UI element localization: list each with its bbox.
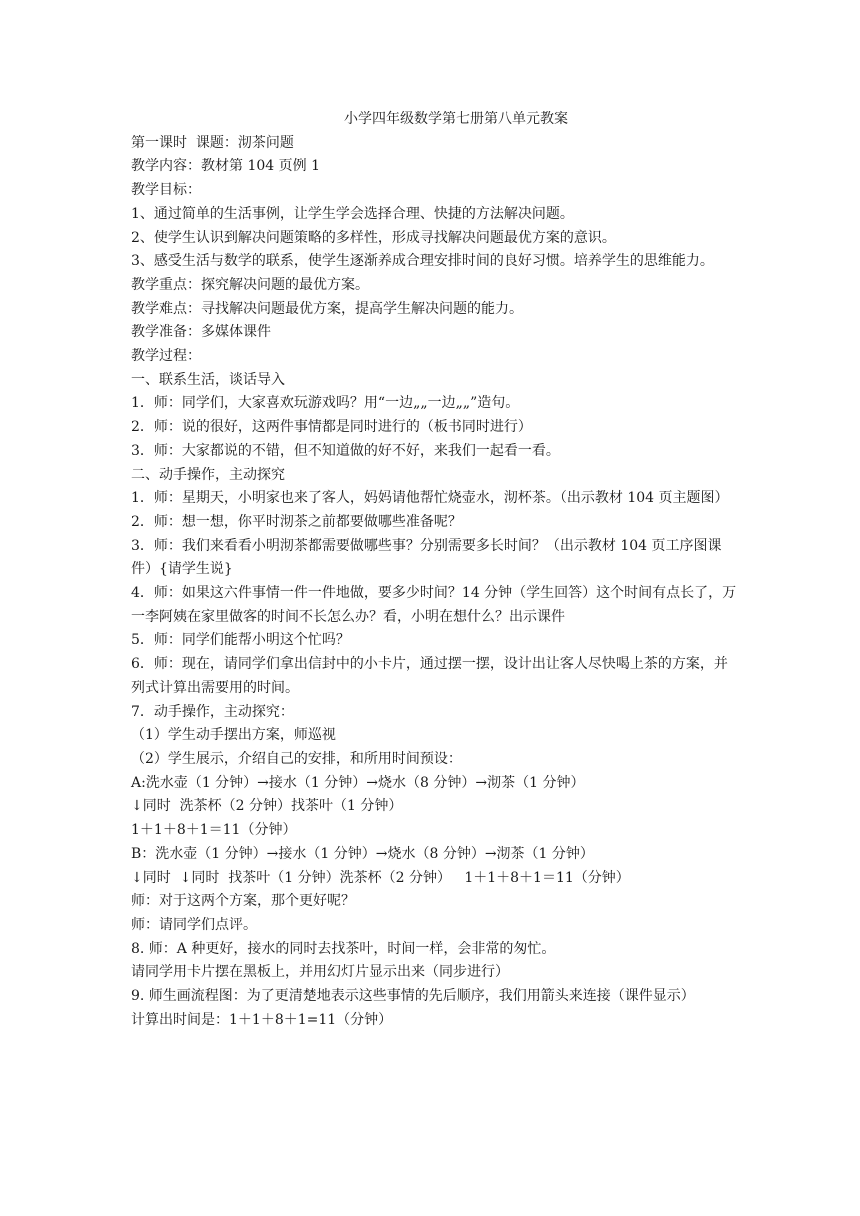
document-line: A:洗水壶（1 分钟）→接水（1 分钟）→烧水（8 分钟）→沏茶（1 分钟） xyxy=(131,774,585,791)
document-line: 1、通过简单的生活事例，让学生学会选择合理、快捷的方法解决问题。 xyxy=(131,205,574,222)
document-line: 1＋1＋8＋1＝11（分钟） xyxy=(131,822,297,839)
document-line: 教学准备：多媒体课件 xyxy=(131,324,271,341)
document-line: 教学过程： xyxy=(131,348,201,365)
document-line: 教学重点：探究解决问题的最优方案。 xyxy=(131,276,369,293)
document-line: 9. 师生画流程图：为了更清楚地表示这些事情的先后顺序，我们用箭头来连接（课件显示） xyxy=(131,988,695,1005)
document-line: 1．师：同学们，大家喜欢玩游戏吗？用“一边„„一边„„”造句。 xyxy=(131,395,520,412)
document-line: 2．师：想一想，你平时沏茶之前都要做哪些准备呢？ xyxy=(131,513,462,530)
document-line: ↓同时 ↓同时 找茶叶（1 分钟）洗茶杯（2 分钟） 1＋1＋8＋1＝11（分钟） xyxy=(131,869,630,886)
document-line: 教学目标： xyxy=(131,182,201,199)
document-line: 3．师：我们来看看小明沏茶都需要做哪些事？分别需要多长时间？（出示教材 104 页工序图课件）{请学生说} xyxy=(131,537,722,578)
document-line: 4．师：如果这六件事情一件一件地做，要多少时间？14 分钟（学生回答）这个时间有点长了，万一李阿姨在家里做客的时间不长怎么办？看，小明在想什么？出示课件 xyxy=(131,585,737,625)
document-line: ↓同时 洗茶杯（2 分钟）找茶叶（1 分钟） xyxy=(131,798,403,815)
document-line: （2）学生展示，介绍自己的安排，和所用时间预设： xyxy=(131,750,462,767)
document-line: 2．师：说的很好，这两件事情都是同时进行的（板书同时进行） xyxy=(131,419,532,436)
document-line: 8. 师：A 种更好，接水的同时去找茶叶，时间一样，会非常的匆忙。 xyxy=(131,940,556,957)
document-title: 小学四年级数学第七册第八单元教案 xyxy=(344,111,568,127)
document-line: 师：请同学们点评。 xyxy=(131,916,257,933)
document-line: 教学难点：寻找解决问题最优方案，提高学生解决问题的能力。 xyxy=(131,300,523,317)
document-page xyxy=(131,108,741,1032)
document-body xyxy=(131,132,741,1033)
document-line: 教学内容：教材第 104 页例 1 xyxy=(131,158,320,175)
document-line: 3．师：大家都说的不错，但不知道做的好不好，来我们一起看一看。 xyxy=(131,442,560,459)
document-line: 2、使学生认识到解决问题策略的多样性，形成寻找解决问题最优方案的意识。 xyxy=(131,229,616,246)
document-line: 师：对于这两个方案，那个更好呢？ xyxy=(131,893,355,910)
document-line: B：洗水壶（1 分钟）→接水（1 分钟）→烧水（8 分钟）→沏茶（1 分钟） xyxy=(131,845,594,862)
document-line: 1．师：星期天，小明家也来了客人，妈妈请他帮忙烧壶水，沏杯茶。（出示教材 104 页主题图） xyxy=(131,490,729,507)
document-line: 7．动手操作，主动探究： xyxy=(131,703,294,720)
document-line: 第一课时 课题：沏茶问题 xyxy=(131,134,294,151)
document-line: 一、联系生活，谈话导入 xyxy=(131,371,285,388)
document-line: 6．师：现在，请同学们拿出信封中的小卡片，通过摆一摆，设计出让客人尽快喝上茶的方案，并列式计算出需要用的时间。 xyxy=(131,656,728,696)
document-line: 计算出时间是：1＋1＋8＋1=11（分钟） xyxy=(131,1011,393,1028)
document-line: （1）学生动手摆出方案，师巡视 xyxy=(131,727,336,744)
document-line: 5．师：同学们能帮小明这个忙吗？ xyxy=(131,632,350,649)
document-line: 3、感受生活与数学的联系，使学生逐渐养成合理安排时间的良好习惯。培养学生的思维能力。 xyxy=(131,253,714,270)
document-line: 二、动手操作，主动探究 xyxy=(131,466,285,483)
document-line: 请同学用卡片摆在黑板上，并用幻灯片显示出来（同步进行） xyxy=(131,964,509,981)
